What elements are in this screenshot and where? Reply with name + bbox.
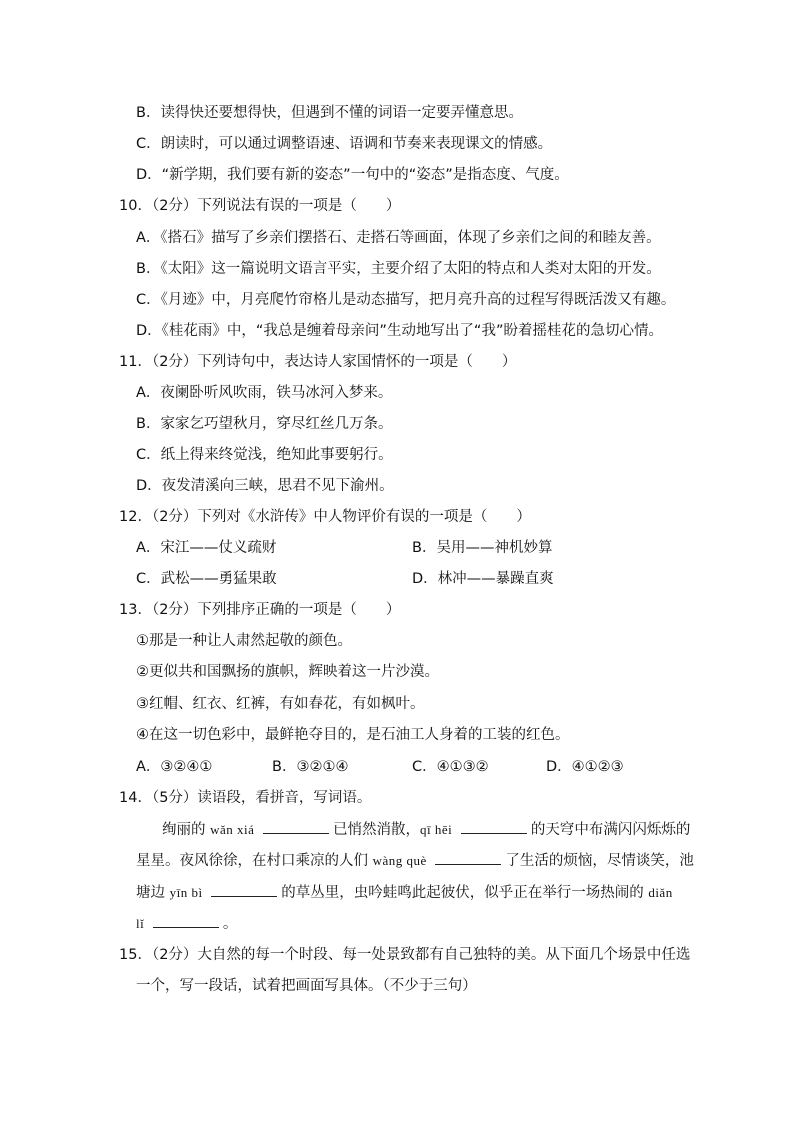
q14-text: 塘边 (136, 885, 165, 901)
q14-text: 已悄然消散， (333, 822, 421, 838)
q9-option-b: B．读得快还要想得快，但遇到不懂的词语一定要弄懂意思。 (136, 105, 523, 121)
q14-text: 星星。夜风徐徐，在村口乘凉的人们 (136, 853, 368, 869)
pinyin-hint: lǐ (136, 916, 145, 931)
q14-text: 绚丽的 (162, 822, 206, 838)
q9-option-d: D．“新学期，我们要有新的姿态”一句中的“姿态”是指态度、气度。 (136, 167, 569, 183)
q11-option-b: B．家家乞巧望秋月，穿尽红丝几万条。 (136, 416, 393, 432)
q14-text: 了生活的烦恼，尽情谈笑，池 (505, 853, 694, 869)
q14-text: 的天穹中布满闪闪烁烁的 (530, 822, 691, 838)
pinyin-hint: qī hēi (420, 822, 453, 837)
q14-text: 。 (222, 916, 238, 932)
q14-paragraph-line-1 (162, 819, 690, 840)
q13-sentence-4: ④在这一切色彩中，最鲜艳夺目的，是石油工人身着的工装的红色。 (136, 727, 570, 743)
pinyin-hint: wǎn xiá (210, 822, 255, 837)
q15-stem-line-2: 一个，写一段话，试着把画面写具体。（不少于三句） (136, 978, 477, 994)
q10-option-c: C．《月迹》中，月亮爬竹帘格儿是动态描写，把月亮升高的过程写得既活泼又有趣。 (136, 292, 676, 308)
q13-option-c: C．④①③② (412, 759, 489, 775)
pinyin-hint: diǎn (648, 885, 673, 900)
answer-blank[interactable] (263, 819, 329, 834)
pinyin-hint: yīn bì (169, 885, 203, 900)
q10-option-a: A．《搭石》描写了乡亲们摆搭石、走搭石等画面，体现了乡亲们之间的和睦友善。 (136, 230, 661, 246)
pinyin-hint: wàng què (372, 853, 427, 868)
q12-option-b: B．吴用——神机妙算 (412, 540, 553, 556)
q11-stem: 11．（2分）下列诗句中，表达诗人家国情怀的一项是（ ） (119, 354, 517, 370)
q14-stem: 14．（5分）读语段，看拼音，写词语。 (119, 790, 372, 806)
q10-stem: 10．（2分）下列说法有误的一项是（ ） (119, 198, 401, 214)
q9-option-c: C．朗读时，可以通过调整语速、语调和节奏来表现课文的情感。 (136, 136, 553, 152)
q12-stem: 12．（2分）下列对《水浒传》中人物评价有误的一项是（ ） (119, 509, 531, 525)
q12-option-a: A．宋江——仗义疏财 (136, 540, 277, 556)
q14-paragraph-line-4 (136, 913, 237, 934)
answer-blank[interactable] (461, 819, 527, 834)
q13-sentence-1: ①那是一种让人肃然起敬的颜色。 (136, 633, 352, 649)
q11-option-a: A．夜阑卧听风吹雨，铁马冰河入梦来。 (136, 385, 393, 401)
q13-option-a: A．③②④① (136, 759, 213, 775)
q15-stem-line-1: 15．（2分）大自然的每一个时段、每一处景致都有自己独特的美。从下面几个场景中任选 (119, 947, 691, 963)
q13-option-d: D．④①②③ (546, 759, 624, 775)
q13-sentence-3: ③红帽、红衣、红裤，有如春花，有如枫叶。 (136, 696, 425, 712)
q13-stem: 13．（2分）下列排序正确的一项是（ ） (119, 602, 401, 618)
q14-text: 的草丛里，虫吟蛙鸣此起彼伏，似乎正在举行一场热闹的 (281, 885, 644, 901)
q10-option-d: D．《桂花雨》中，“我总是缠着母亲问”生动地写出了“我”盼着摇桂花的急切心情。 (136, 323, 663, 339)
answer-blank[interactable] (153, 913, 219, 928)
q14-paragraph-line-3 (136, 882, 673, 903)
answer-blank[interactable] (211, 882, 277, 897)
q13-option-b: B．③②①④ (272, 759, 349, 775)
q12-option-d: D．林冲——暴躁直爽 (412, 571, 554, 587)
q11-option-c: C．纸上得来终觉浅，绝知此事要躬行。 (136, 447, 393, 463)
q12-option-c: C．武松——勇猛果敢 (136, 571, 277, 587)
q13-sentence-2: ②更似共和国飘扬的旗帜，辉映着这一片沙漠。 (136, 664, 439, 680)
q14-paragraph-line-2 (136, 850, 694, 871)
answer-blank[interactable] (435, 850, 501, 865)
q10-option-b: B．《太阳》这一篇说明文语言平实，主要介绍了太阳的特点和人类对太阳的开发。 (136, 261, 661, 277)
q11-option-d: D．夜发清溪向三峡，思君不见下渝州。 (136, 478, 394, 494)
